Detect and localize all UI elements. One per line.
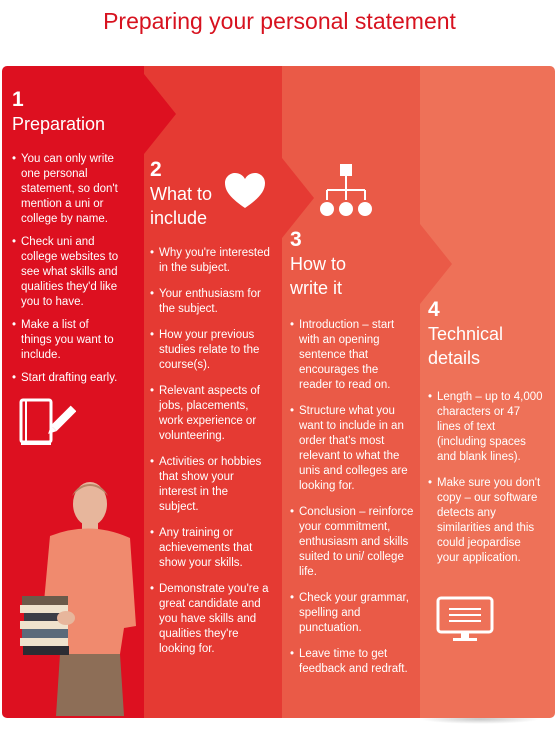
list-item: • Why you're interested in the subject. xyxy=(150,246,270,276)
list-item: • Check uni and college websites to see what skills and qualities they'd like you to have. xyxy=(12,235,122,310)
list-item: • Your enthusiasm for the subject. xyxy=(150,287,270,317)
list-item: • Structure what you want to include in an order that's most relevant to what the unis and colleges are looking for. xyxy=(290,404,414,494)
list-item: • Introduction – start with an opening sentence that encourages the reader to read on. xyxy=(290,318,414,393)
list-item: • Any training or achievements that show your skills. xyxy=(150,526,270,571)
list-item: • Demonstrate you're a great candidate and you have skills and qualities they're looking for. xyxy=(150,582,270,657)
panel-preparation xyxy=(2,66,144,718)
list-item: • Start drafting early. xyxy=(12,371,122,386)
heart-icon xyxy=(224,172,266,210)
list-item: • Leave time to get feedback and redraft. xyxy=(290,647,414,677)
list-item: • Length – up to 4,000 characters or 47 lines of text (including spaces and blank lines). xyxy=(428,390,544,465)
bullet-list xyxy=(428,390,544,566)
step-heading-line1: How to xyxy=(290,254,347,274)
list-item: • Make a list of things you want to include. xyxy=(12,318,122,363)
step-number: 4 xyxy=(428,298,440,321)
list-item: • Check your grammar, spelling and punctuation. xyxy=(290,591,414,636)
step-heading: Preparation xyxy=(12,114,106,134)
list-item: • Activities or hobbies that show your interest in the subject. xyxy=(150,455,270,515)
monitor-icon xyxy=(436,596,494,644)
bullet-list xyxy=(150,246,270,657)
panel-technical-details xyxy=(416,66,555,718)
hierarchy-icon xyxy=(318,162,374,220)
step-heading-line2: details xyxy=(428,348,481,368)
step-heading-line2: write it xyxy=(290,278,343,298)
list-item: • Conclusion – reinforce your commitment, enthusiasm and skills suited to uni/ college life. xyxy=(290,505,414,580)
step-heading-line2: include xyxy=(150,208,208,228)
step-number: 3 xyxy=(290,228,302,251)
step-number: 2 xyxy=(150,158,162,181)
list-item: • You can only write one personal statement, so don't mention a uni or college by name. xyxy=(12,152,122,227)
step-number: 1 xyxy=(12,88,24,111)
student-photo xyxy=(20,476,140,716)
bullet-list xyxy=(12,152,122,386)
book-pen-icon xyxy=(18,396,76,448)
list-item: • How your previous studies relate to the course(s). xyxy=(150,328,270,373)
step-heading-line1: Technical xyxy=(428,324,504,344)
step-heading-line1: What to xyxy=(150,184,213,204)
page-title: Preparing your personal statement xyxy=(103,8,456,34)
list-item: • Make sure you don't copy – our software detects any similarities and this could jeopardise your application. xyxy=(428,476,544,566)
panel-what-to-include xyxy=(140,66,282,718)
list-item: • Relevant aspects of jobs, placements, work experience or volunteering. xyxy=(150,384,270,444)
bullet-list xyxy=(290,318,414,677)
